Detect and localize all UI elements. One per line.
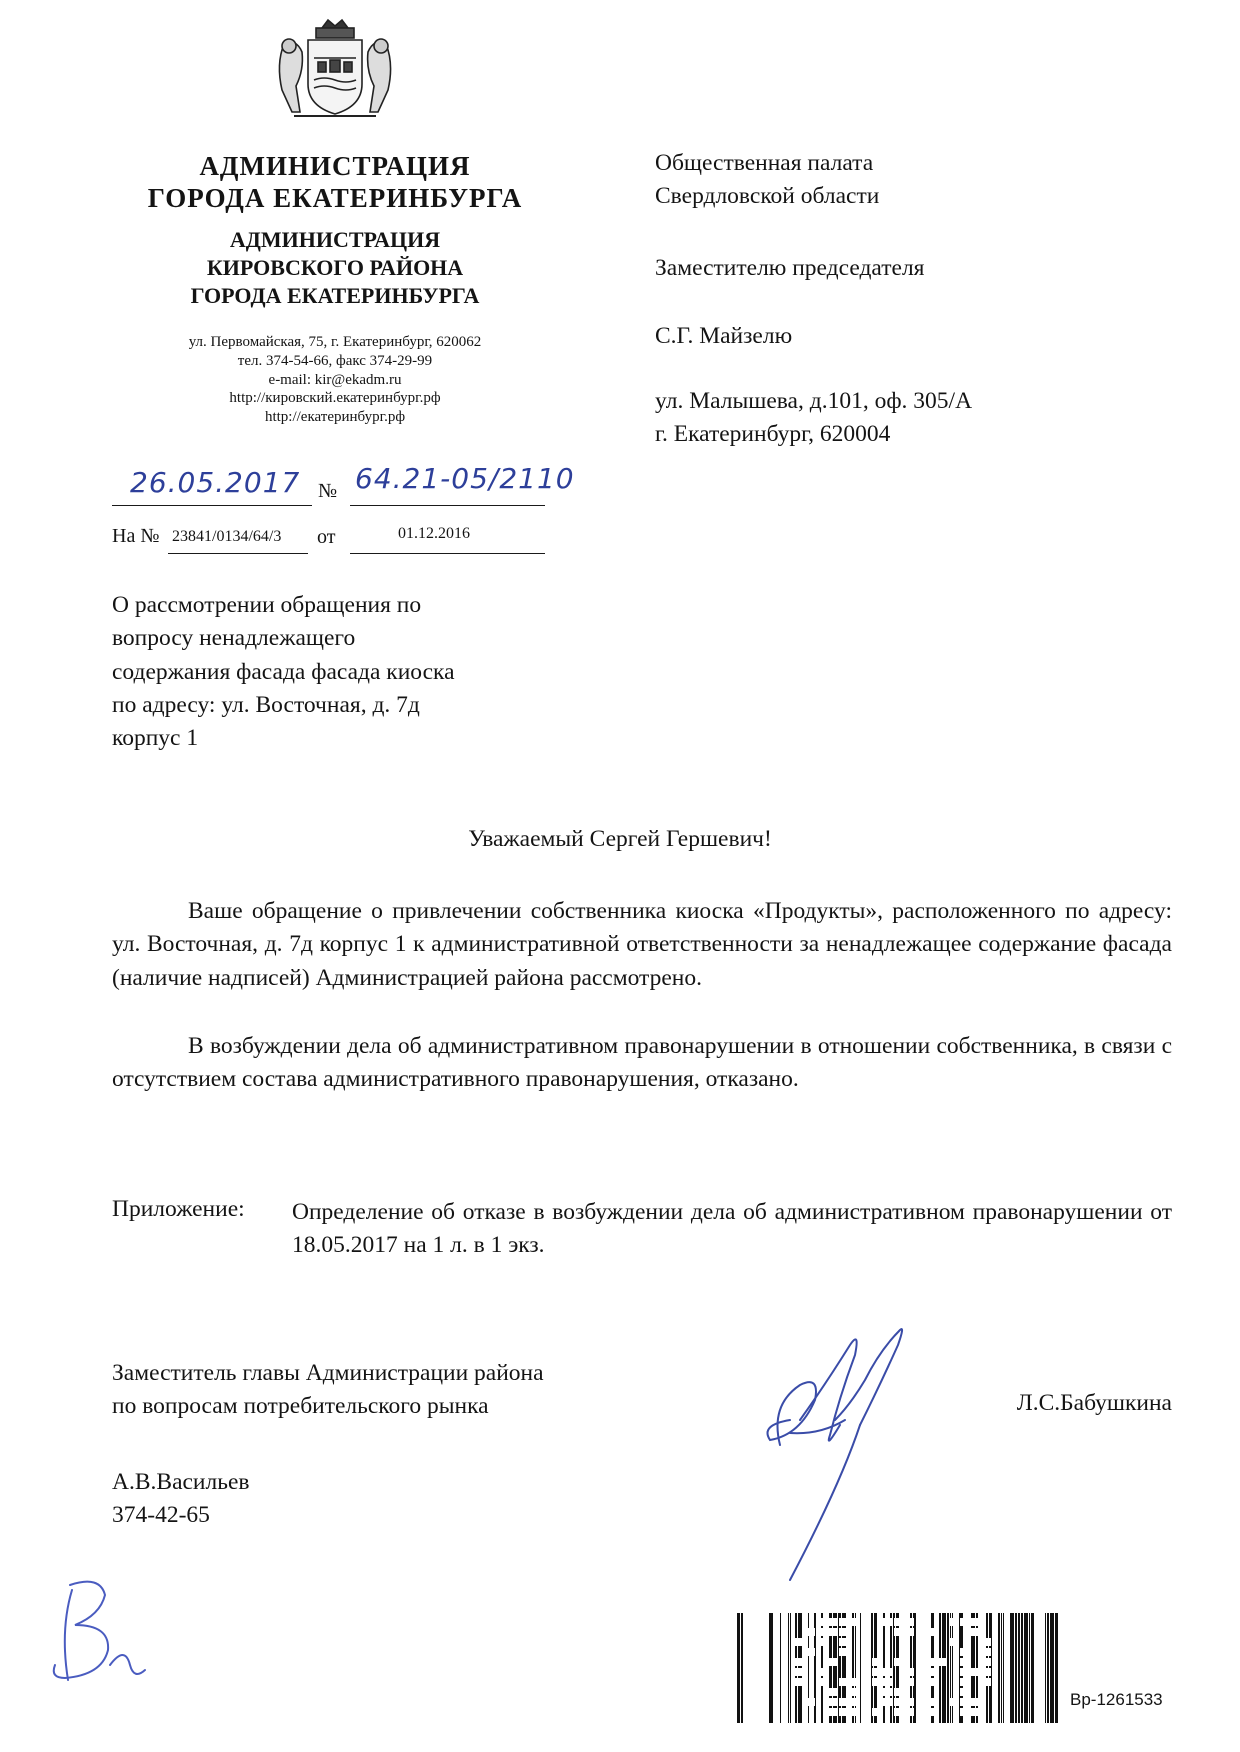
addressee-address-line: ул. Малышева, д.101, оф. 305/А [655, 388, 973, 414]
letterhead-title-line: ГОРОДА ЕКАТЕРИНБУРГА [147, 183, 523, 214]
letterhead-address: ул. Первомайская, 75, г. Екатеринбург, 620062 [188, 334, 482, 350]
barcode-code: Вр-1261533 [1070, 1690, 1163, 1709]
addressee-line: Общественная палата [655, 150, 874, 176]
ref-from: от [317, 526, 336, 548]
addressee-name: С.Г. Майзелю [655, 323, 793, 349]
attachment-text: Определение об отказе в возбуждении дела об административном правонарушении от 18.05.2017 на 1 л. в 1 экз. [292, 1199, 1172, 1259]
executor-phone: 374-42-65 [112, 1502, 210, 1529]
subject-line: О рассмотрении обращения по [112, 592, 422, 618]
addressee-line: Свердловской области [655, 183, 880, 210]
letterhead-phone: тел. 374-54-66, факс 374-29-99 [237, 352, 433, 369]
body-paragraph: Ваше обращение о привлечении собственника киоска «Продукты», расположенного по адресу: ул. Восточная, д. 7д корпус 1 к административной ответственности за ненадлежащее содержание фасада (наличие надписей) Администрацией района рассмотрено. [112, 898, 1172, 991]
registration-date: 26.05.2017 [130, 466, 301, 499]
coat-of-arms-icon [264, 14, 406, 122]
letter-subject [112, 589, 582, 756]
letterhead-site: http://екатеринбург.рф [264, 409, 406, 425]
signatory-position [112, 1357, 712, 1424]
letterhead-title [95, 150, 575, 215]
number-label: № [318, 480, 338, 502]
addressee-position: Заместителю председателя [655, 255, 925, 281]
letterhead-subtitle-line: ГОРОДА ЕКАТЕРИНБУРГА [190, 283, 480, 309]
barcode-icon [735, 1613, 1060, 1723]
body-paragraph: В возбуждении дела об административном правонарушении в отношении собственника, в связи с отсутствием состава административного правонарушения, отказано. [112, 1033, 1172, 1093]
registration-number: 64.21-05/2110 [355, 462, 575, 495]
ref-number: 23841/0134/64/3 [172, 528, 282, 545]
greeting: Уважаемый Сергей Гершевич! [468, 826, 772, 852]
signatory-name: Л.С.Бабушкина [1016, 1390, 1172, 1416]
letterhead-email: e-mail: kir@ekadm.ru [268, 371, 402, 388]
date-underline [112, 505, 312, 506]
addressee-address-line: г. Екатеринбург, 620004 [655, 421, 891, 448]
handwritten-signature-icon [730, 1325, 960, 1595]
handwritten-initials-icon [30, 1570, 150, 1690]
letterhead-subtitle [95, 226, 575, 310]
letterhead-contacts [95, 333, 575, 427]
executor-name: А.В.Васильев [112, 1469, 250, 1495]
addressee-organization [655, 147, 1215, 214]
ref-date: 01.12.2016 [398, 525, 470, 542]
letterhead-subtitle-line: АДМИНИСТРАЦИЯ [229, 227, 441, 252]
addressee-address [655, 385, 1215, 452]
number-underline [350, 505, 545, 506]
signatory-position-line: Заместитель главы Администрации района [112, 1360, 544, 1386]
signatory-position-line: по вопросам потребительского рынка [112, 1393, 489, 1420]
subject-line: вопросу ненадлежащего [112, 625, 356, 652]
ref-number-underline [168, 553, 308, 554]
subject-line: корпус 1 [112, 725, 199, 752]
attachment-label: Приложение: [112, 1196, 245, 1222]
letterhead-title-line: АДМИНИСТРАЦИЯ [199, 151, 471, 181]
letterhead-subtitle-line: КИРОВСКОГО РАЙОНА [206, 255, 464, 281]
subject-line: содержания фасада фасада киоска [112, 658, 455, 685]
ref-prefix: На № [112, 525, 160, 547]
ref-date-underline [350, 553, 545, 554]
subject-line: по адресу: ул. Восточная, д. 7д [112, 692, 420, 719]
executor [112, 1466, 512, 1533]
letterhead-site: http://кировский.екатеринбург.рф [229, 390, 441, 407]
